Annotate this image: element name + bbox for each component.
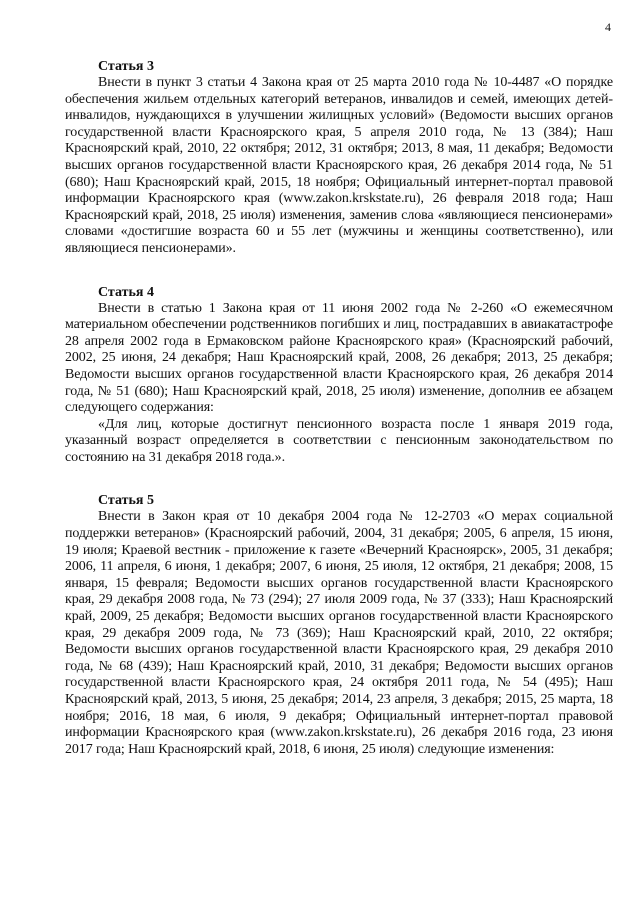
article-title: Статья 4 [98,284,154,300]
article-quote: «Для лиц, которые достигнут пенсионного возраста после 1 января 2019 года, указанный возраст определяется в соответствии с пенсионным законодательством по состоянию на 31 декабря 2018 года.». [65,416,613,465]
article-title: Статья 5 [98,493,154,509]
article-4 [65,284,613,467]
article-3 [65,58,613,258]
article-paragraph: Внести в пункт 3 статьи 4 Закона края от 25 марта 2010 года № 10-4487 «О порядке обеспечения жильем отдельных категорий ветеранов, инвалидов и семей, имеющих детей-инвалидов, нуждающихся в улучшении жилищных условий» (Ведомости высших органов государственной власти Красноярского края, 5 апреля 2010 года, № 13 (384); Наш Красноярский край, 2010, 22 октября; 2012, 31 октября; 2013, 8 мая, 11 декабря; Ведомости высших органов государственной власти Красноярского края, 26 декабря 2014 года, № 51 (680); Наш Красноярский край, 2015, 18 ноября; Официальный интернет-портал правовой информации Красноярского края (www.zakon.krskstate.ru), 26 февраля 2018 года; Наш Красноярский край, 2018, 25 июля) изменения, заменив слова «являющиеся пенсионерами» словами «достигшие возраста 60 и 55 лет (мужчины и женщины соответственно), или являющиеся пенсионерами». [65,75,613,256]
article-paragraph: Внести в Закон края от 10 декабря 2004 года № 12-2703 «О мерах социальной поддержки ветеранов» (Красноярский рабочий, 2004, 31 декабря; 2005, 6 апреля, 15 июня, 19 июля; Краевой вестник - приложение к газете «Вечерний Красноярск», 2005, 31 декабря; 2006, 11 апреля, 6 июня, 1 декабря; 2007, 6 июня, 25 июля, 12 октября, 21 декабря; 2008, 15 января, 15 февраля; Ведомости высших органов государственной власти Красноярского края, 29 декабря 2008 года, № 73 (294); 27 июля 2009 года, № 37 (333); Наш Красноярский край, 2009, 25 декабря; Ведомости высших органов государственной власти Красноярского края, 29 декабря 2009 года, № 73 (369); Наш Красноярский край, 2010, 22 октября; Ведомости высших органов государственной власти Красноярского края, 29 декабря 2010 года, № 68 (439); Наш Красноярский край, 2010, 31 декабря; Ведомости высших органов государственной власти Красноярского края, 24 октября 2011 года, № 54 (495); Наш Красноярский край, 2013, 5 июня, 25 декабря; 2014, 23 апреля, 3 декабря; 2015, 25 марта, 18 ноября; 2016, 18 мая, 6 июля, 9 декабря; Официальный интернет-портал правовой информации Красноярского края (www.zakon.krskstate.ru), 26 декабря 2016 года, 23 июня 2017 года; Наш Красноярский край, 2018, 6 июня, 25 июля) следующие изменения: [65,509,613,757]
document-body [65,58,613,758]
page-number: 4 [605,20,611,34]
article-paragraph: Внести в статью 1 Закона края от 11 июня 2002 года № 2-260 «О ежемесячном материальном обеспечении родственников погибших и лиц, пострадавших в авиакатастрофе 28 апреля 2002 года в Ермаковском районе Красноярского края» (Красноярский рабочий, 2002, 25 июня, 24 декабря; Наш Красноярский край, 2008, 26 декабря; 2013, 25 декабря; Ведомости высших органов государственной власти Красноярского края, 26 декабря 2014 года, № 51 (680); Наш Красноярский край, 2018, 25 июля) изменение, дополнив ее абзацем следующего содержания: [65,300,613,416]
article-5 [65,492,613,758]
article-title: Статья 3 [98,59,154,74]
